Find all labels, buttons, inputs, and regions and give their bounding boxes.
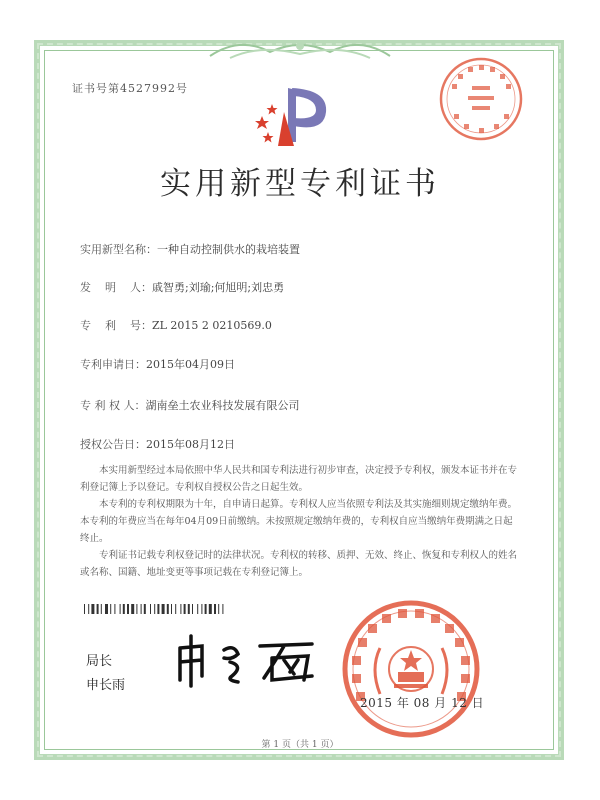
certificate-number: 证书号第4527992号 [72, 82, 188, 95]
paragraph-term: 本专利的专利权期限为十年，自申请日起算。专利权人应当依照专利法及其实施细则规定缴纳年费。本专利的年费应当在每年04月09日前缴纳。未按照规定缴纳年费的，专利权自应当缴纳年费期满之日起终止。 [80, 499, 518, 544]
field-value: 湖南垒土农业科技发展有限公司 [145, 399, 300, 412]
barcode-icon [84, 604, 306, 614]
paragraph-grant: 本实用新型经过本局依照中华人民共和国专利法进行初步审查，决定授予专利权，颁发本证书并在专利登记簿上予以登记。专利权自授权公告之日起生效。 [80, 465, 518, 493]
field-value: 一种自动控制供水的栽培装置 [157, 243, 300, 256]
field-value: 2015年08月12日 [146, 438, 235, 451]
field-label: 实用新型名称： [80, 243, 157, 256]
filing-date-field [80, 356, 235, 372]
field-value: ZL 2015 2 0210569.0 [151, 319, 272, 332]
grant-date-field [80, 436, 235, 452]
body-text [80, 462, 518, 581]
signature-block [86, 650, 125, 698]
inventor-field [80, 279, 284, 295]
handwritten-signature-icon [172, 630, 322, 690]
signatory-name: 申长雨 [86, 678, 126, 693]
field-label: 专 利 号： [80, 319, 152, 332]
patentee-field [80, 397, 300, 413]
patent-office-logo-icon [248, 82, 338, 154]
paragraph-record: 专利证书记载专利权登记时的法律状况。专利权的转移、质押、无效、终止、恢复和专利权人的姓名或名称、国籍、地址变更等事项记载在专利登记簿上。 [80, 550, 518, 578]
seal-date: 2015 年 08 月 12 日 [360, 696, 485, 710]
field-value: 2015年04月09日 [146, 358, 235, 371]
patent-number-field [80, 317, 272, 333]
field-label: 专利申请日： [80, 358, 146, 371]
field-label: 授权公告日： [80, 438, 146, 451]
signatory-title: 局长 [86, 654, 113, 669]
page-title: 实用新型专利证书 [160, 166, 440, 202]
field-label: 发 明 人： [80, 281, 152, 294]
field-label: 专 利 权 人： [80, 399, 146, 412]
agency-seal-icon [438, 56, 524, 142]
utility-model-name-field [80, 241, 300, 257]
page-number: 第 1 页（共 1 页） [261, 740, 339, 750]
top-ornament-icon [200, 34, 400, 62]
field-value: 戚智勇;刘瑜;何旭明;刘忠勇 [151, 281, 285, 294]
official-seal-icon [340, 598, 485, 740]
